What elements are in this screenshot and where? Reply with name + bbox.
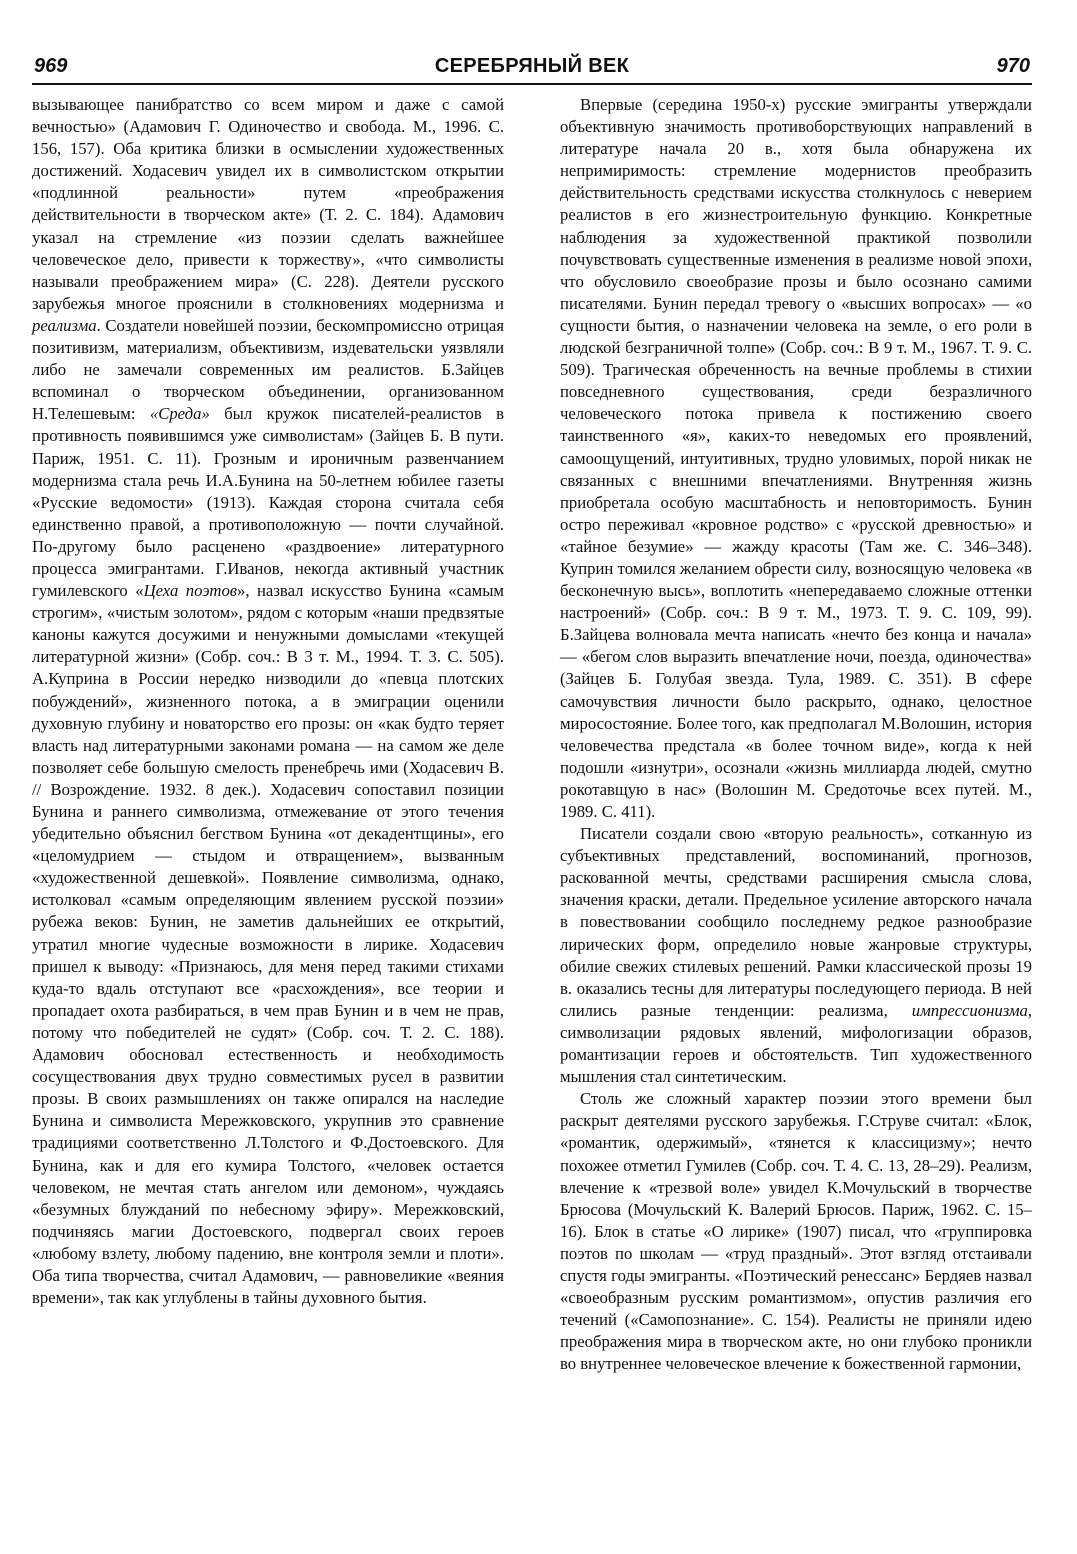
text-run-italic: Цеха поэтов — [143, 581, 238, 601]
text-run-italic: реализма — [32, 315, 97, 335]
text-run-italic: импрессионизма — [911, 1000, 1028, 1020]
text-run: , символизации рядовых явлений, мифологизации образов, романтизации героев и обстоятельств. Тип художественного мышления стал синтетическим. — [560, 1000, 1032, 1087]
running-header — [32, 55, 1032, 85]
right-page-number: 970 — [996, 55, 1030, 77]
left-page-number: 969 — [34, 55, 68, 77]
running-title: СЕРЕБРЯНЫЙ ВЕК — [434, 55, 630, 77]
right-paragraph-2 — [560, 823, 1032, 1088]
text-run: . Создатели новейшей поэзии, бескомпромиссно отрицая позитивизм, материализм, объективизм, издевательски уязвляли либо не замечали современных им реалистов. Б.Зайцев вспоминал о творческом объединении, организованном Н.Телешевым: — [32, 315, 504, 424]
left-paragraph-1 — [32, 94, 504, 1309]
text-run: вызывающее панибратство со всем миром и даже с самой вечностью» (Адамович Г. Одиночество и свобода. М., 1996. С. 156, 157). Оба критика близки в осмыслении художественных достижений. Ходасевич увидел их в символистском открытии «подлинной реальности» путем «преображения действительности в творческом акте» (Т. 2. С. 184). Адамович указал на стремление «из поэзии сделать важнейшее человеческое дело, привести к торжеству», «что символисты называли преображением мира» (С. 228). Деятели русского зарубежья многое прояснили в столкновениях модернизма и — [32, 95, 504, 313]
left-column — [32, 94, 504, 1309]
text-run-italic: «Среда» — [149, 404, 210, 424]
text-run: », назвал искусство Бунина «самым строгим», «чистым золотом», рядом с которым «наши предвзятые каноны кажутся досужими и ненужными домыслами «текущей литературной жизни» (Собр. соч.: В 3 т. М., 1994. Т. 3. С. 505). А.Куприна в России нередко низводили до «певца плотских побуждений», жизненного потока, а в эмиграции оценили духовную глубину и новаторство его прозы: он «как будто теряет власть над литературными законами романа — на самом же деле позволяет себе большую смелость пренебречь ими (Ходасевич В. // Возрождение. 1932. 8 дек.). Ходасевич сопоставил позиции Бунина и раннего символизма, отмежевание от этого течения убедительно объяснил бегством Бунина «от декадентщины», его «целомудрием — стыдом и отвращением», вызванным «художественной дешевкой». Появление символизма, однако, истолковал «самым определяющим явлением русской поэзии» рубежа веков: Бунин, не заметив дальнейших ее открытий, утратил многие чудесные возможности в лирике. Ходасевич пришел к выводу: «Признаюсь, для меня перед такими стихами куда-то вдаль отступают все «расхождения», все теории и пропадает охота разбираться, в чем прав Бунин и в чем не прав, потому что победителей не судят» (Собр. соч. Т. 2. С. 188). Адамович обосновал естественность и необходимость сосуществования двух трудно совместимых русел в развитии прозы. В своих размышлениях он также опирался на наследие Бунина и символиста Мережковского, укрупнив это сравнение традициями соответственно Л.Толстого и Ф.Достоевского. Для Бунина, как и для его кумира Толстого, «человек остается человеком, не мечтая стать ангелом или демоном», чуждаясь «безумных блужданий по небесному эфиру». Мережковский, подчиняясь магии Достоевского, подвергал своих героев «любому взлету, любому падению, вне контроля земли и плоти». Оба типа творчества, считал Адамович, — равновеликие «веяния времени», так как углублены в тайны духовного бытия. — [32, 581, 504, 1308]
right-paragraph-1: Впервые (середина 1950-х) русские эмигранты утверждали объективную значимость противоборствующих направлений в литературе начала 20 в., хотя была обнаружена их непримиримость: стремление модернистов преобразить действительность средствами искусства столкнулось с неверием реалистов в его жизнестроительную функцию. Конкретные наблюдения за художественной практикой позволили почувствовать существенные изменения в реализме новой эпохи, что обусловило своеобразие прозы и было осознано самими писателями. Бунин передал тревогу о «высших вопросах» — «о сущности бытия, о назначении человека на земле, о его роли в людской безграничной толпе» (Собр. соч.: В 9 т. М., 1967. Т. 9. С. 509). Трагическая обреченность на вечные проблемы в стихии повседневного существования, среди безразличного человеческого потока привела к постижению своего таинственного «я», каких-то неведомых его проявлений, самоощущений, интуитивных, трудно уловимых, порой никак не связанных с внешними впечатлениями. Внутренняя жизнь приобретала особую масштабность и неповторимость. Бунин остро переживал «кровное родство» с «русской древностью» и «тайное безумие» — жажду красоты (Там же. С. 346–348). Куприн томился желанием обрести силу, возносящую человека «в бесконечную высь», воплотить «непередаваемо сложные оттенки настроений» (Собр. соч.: В 9 т. М., 1973. Т. 9. С. 109, 99). Б.Зайцева волновала мечта написать «нечто без конца и начала» — «бегом слов выразить впечатление ночи, поезда, одиночества» (Зайцев Б. Голубая звезда. Тула, 1989. С. 351). В сфере самочувствия личности было раскрыто, однако, целостное миросостояние. Более того, как предполагал М.Волошин, история человечества предстала «в более точном виде», когда к ней подошли «изнутри», осознали «жизнь миллиарда людей, смутно рокотавщую в нас» (Волошин М. Средоточье всех путей. М., 1989. С. 411). — [560, 95, 1032, 821]
text-run: был кружок писателей-реалистов в противность появившимся уже символистам» (Зайцев Б. В пути. Париж, 1951. С. 11). Грозным и ироничным развенчанием модернизма стала речь И.А.Бунина на 50-летнем юбилее газеты «Русские ведомости» (1913). Каждая сторона считала себя единственно правой, а противоположную — почти случайной. По-другому было расценено «раздвоение» литературного процесса эмигрантами. Г.Иванов, некогда активный участник гумилевского « — [32, 404, 505, 601]
right-paragraph-3: Столь же сложный характер поэзии этого времени был раскрыт деятелями русского зарубежья. Г.Струве считал: «Блок, «романтик, одержимый», «тянется к классицизму»; нечто похожее отметил Гумилев (Собр. соч. Т. 4. С. 13, 28–29). Реализм, влечение к «трезвой воле» увидел К.Мочульский в творчестве Брюсова (Мочульский К. Валерий Брюсов. Париж, 1962. С. 15–16). Блок в статье «О лирике» (1907) писал, что «группировка поэтов по школам — «труд праздный». Этот взгляд отстаивали спустя годы эмигранты. «Поэтический ренессанс» Бердяев назвал «своеобразным русским романтизмом», опустив различия его течений («Самопознание». С. 154). Реалисты не приняли идею преображения мира в творческом акте, но они глубоко проникли во внутреннее человеческое влечение к божественной гармонии, — [560, 1089, 1032, 1374]
right-column — [560, 94, 1032, 1375]
text-run: Писатели создали свою «вторую реальность», сотканную из субъективных представлений, воспоминаний, прогнозов, раскованной мечты, средствами расширения смысла слова, значения краски, детали. Предельное усиление авторского начала в повествовании сообщило последнему редкое разнообразие лирических форм, определило новые жанровые структуры, обилие свежих стилевых решений. Рамки классической прозы 19 в. оказались тесны для литературы последующего периода. В ней слились разные тенденции: реализма, — [560, 824, 1032, 1020]
